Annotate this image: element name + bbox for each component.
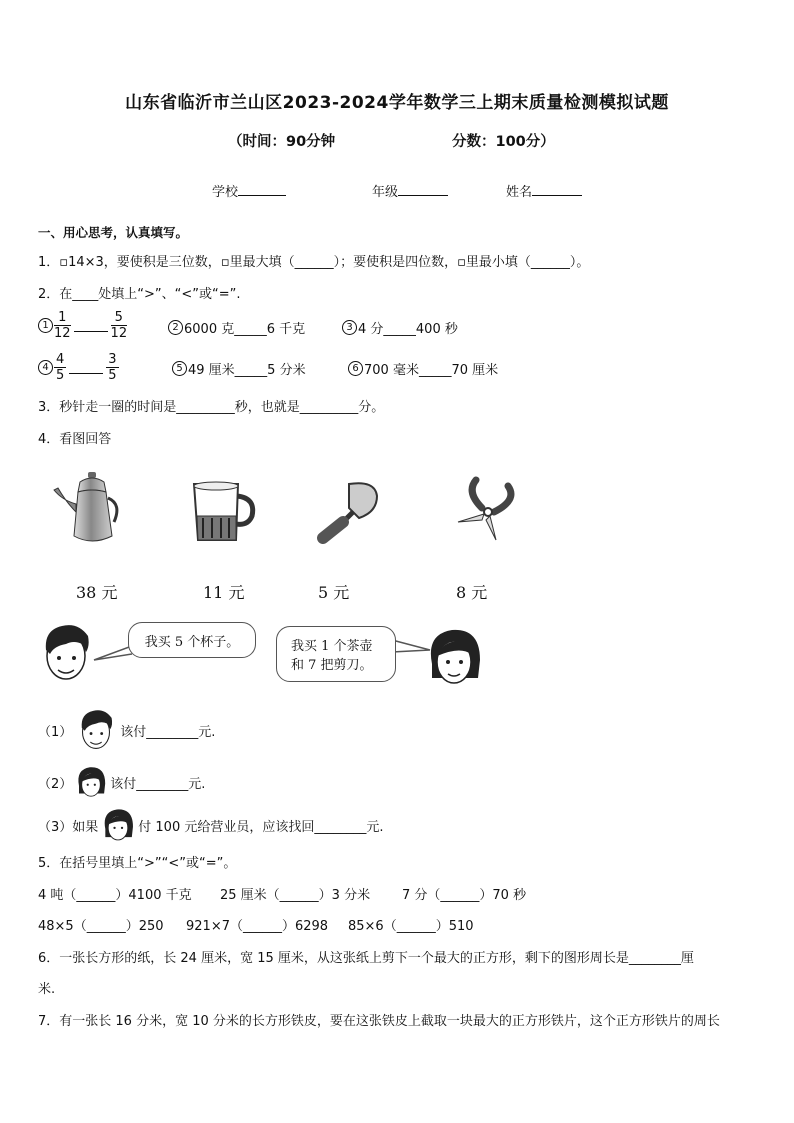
- fraction-left: $\frac{4}{5}$: [56, 351, 65, 383]
- teapot-icon: [52, 470, 124, 550]
- cup-icon: [190, 478, 260, 548]
- circle-number-6: 6: [348, 361, 363, 376]
- fraction-right: $\frac{5}{12}$: [110, 309, 128, 341]
- boy-face-icon: [72, 708, 120, 752]
- exam-time: （时间：90分钟: [228, 134, 336, 150]
- q5-item: 921×7（______）6298: [186, 919, 329, 934]
- grade-blank[interactable]: [398, 182, 448, 196]
- grade-label: 年级: [372, 185, 399, 200]
- compare-blank[interactable]: [69, 360, 103, 374]
- compare-blank[interactable]: [74, 318, 108, 332]
- price-teapot: 38 元: [76, 583, 118, 602]
- page-title: 山东省临沂市兰山区2023-2024学年数学三上期末质量检测模拟试题: [125, 93, 669, 113]
- girl-speech-text-1: 我买 1 个茶壶: [291, 639, 373, 654]
- girl-face-icon: [72, 764, 110, 800]
- q2-item-6: 6 700 毫米_____70 厘米: [348, 359, 498, 378]
- girl-face-icon: [424, 624, 484, 690]
- question-6: 6．一张长方形的纸，长 24 厘米，宽 15 厘米，从这张纸上剪下一个最大的正方形，剩下的图形周长是________厘: [38, 951, 694, 966]
- boy-speech-bubble: [128, 622, 256, 658]
- q2-item-2: 2 6000 克_____6 千克: [168, 318, 305, 337]
- circle-number-5: 5: [172, 361, 187, 376]
- name-blank[interactable]: [532, 182, 582, 196]
- name-field: [506, 181, 582, 200]
- school-blank[interactable]: [238, 182, 286, 196]
- q5-item: 7 分（______）70 秒: [402, 888, 527, 903]
- boy-speech-text: 我买 5 个杯子。: [144, 634, 240, 650]
- price-scissors: 8 元: [456, 583, 488, 602]
- circle-number-1: 1: [38, 318, 53, 333]
- question-1: 1．▫14×3，要使积是三位数，▫里最大填（______）；要使积是四位数，▫里最小填（______）。: [38, 255, 590, 270]
- q2-item-3: 3 4 分_____400 秒: [342, 318, 458, 337]
- girl-face-icon: [98, 806, 138, 844]
- circle-number-2: 2: [168, 320, 183, 335]
- question-4: 4．看图回答: [38, 432, 112, 447]
- fraction-right: $\frac{3}{5}$: [108, 351, 117, 383]
- school-field: [212, 181, 286, 200]
- q2-item-5: 5 49 厘米_____5 分米: [172, 359, 306, 378]
- section-heading: 一、用心思考，认真填写。: [38, 225, 189, 240]
- q5-item: 4 吨（______）4100 千克: [38, 888, 192, 903]
- q2-item-4: [38, 348, 119, 386]
- name-label: 姓名: [506, 185, 533, 200]
- question-3: 3．秒针走一圈的时间是_________秒，也就是_________分。: [38, 400, 385, 415]
- q5-item: 48×5（______）250: [38, 919, 164, 934]
- price-cup: 11 元: [203, 583, 245, 602]
- girl-speech-text-2: 和 7 把剪刀。: [291, 658, 373, 673]
- girl-speech-bubble: [276, 626, 396, 682]
- exam-score: 分数：100分）: [452, 134, 555, 150]
- circle-number-4: 4: [38, 360, 53, 375]
- grade-field: [372, 181, 448, 200]
- q4-sub-3: （3）如果 付 100 元给营业员，应该找回________元.: [38, 806, 384, 844]
- trowel-icon: [315, 478, 385, 544]
- q2-item-1: [38, 306, 127, 344]
- question-6-cont: 米.: [38, 982, 56, 997]
- circle-number-3: 3: [342, 320, 357, 335]
- boy-face-icon: [38, 622, 94, 684]
- scissors-icon: [452, 474, 522, 546]
- question-2: 2．在____处填上“>”、“<”或“=”.: [38, 287, 241, 302]
- q5-item: 25 厘米（______）3 分米: [220, 888, 371, 903]
- q4-sub-1: （1） 该付________元.: [38, 708, 215, 752]
- school-label: 学校: [212, 185, 239, 200]
- q5-item: 85×6（______）510: [348, 919, 474, 934]
- q4-sub-2: （2） 该付________元.: [38, 764, 205, 800]
- fraction-left: $\frac{1}{12}$: [54, 309, 71, 341]
- price-trowel: 5 元: [318, 583, 350, 602]
- question-7: 7．有一张长 16 分米，宽 10 分米的长方形铁皮，要在这张铁皮上截取一块最大的正方形铁片，这个正方形铁片的周长: [38, 1014, 720, 1029]
- question-5: 5．在括号里填上“>”“<”或“=”。: [38, 856, 237, 871]
